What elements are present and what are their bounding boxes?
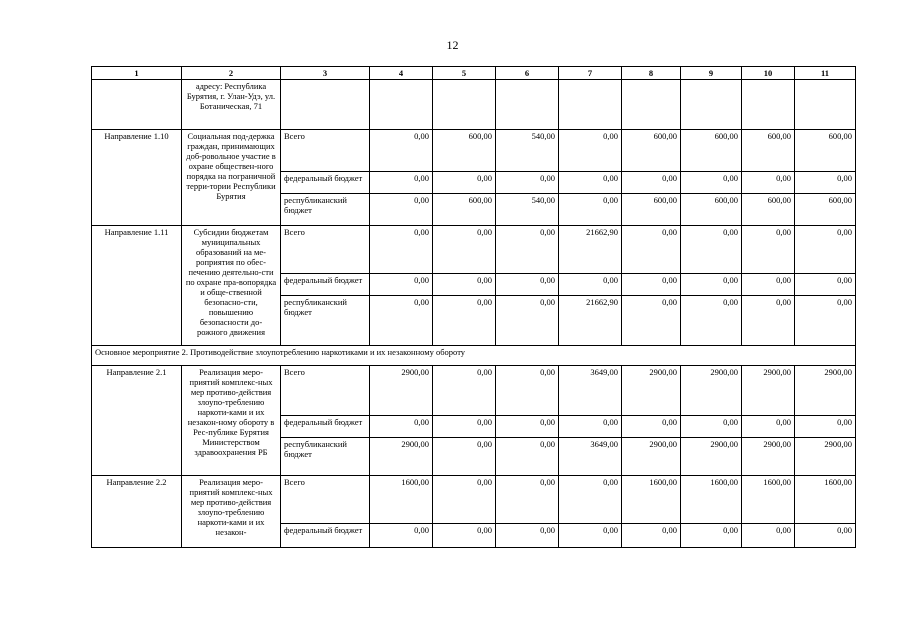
direction-cell: Направление 2.1 (92, 366, 182, 476)
table-row (92, 226, 856, 274)
value-cell: 0,00 (622, 524, 681, 548)
value-cell: 0,00 (742, 274, 795, 296)
value-cell: 0,00 (742, 226, 795, 274)
column-header: 10 (742, 67, 795, 80)
empty-cell (433, 80, 496, 130)
value-cell: 0,00 (496, 524, 559, 548)
value-cell: 0,00 (433, 226, 496, 274)
table-row (92, 476, 856, 524)
event-name-cell: Реализация меро-приятий комплекс-ных мер противо-действия злоупо-треблению наркоти-ками и их незакон-ному обороту в Рес-публике Бурятия Министерством здравоохранения РБ (182, 366, 281, 476)
empty-cell (742, 80, 795, 130)
value-cell: 0,00 (496, 274, 559, 296)
value-cell: 0,00 (370, 226, 433, 274)
value-cell: 0,00 (742, 172, 795, 194)
value-cell: 0,00 (370, 524, 433, 548)
value-cell: 1600,00 (681, 476, 742, 524)
value-cell: 0,00 (370, 172, 433, 194)
value-cell: 3649,00 (559, 366, 622, 416)
funding-source-cell: республиканский бюджет (281, 296, 370, 346)
column-header: 9 (681, 67, 742, 80)
value-cell: 0,00 (742, 524, 795, 548)
page-number: 12 (446, 38, 459, 52)
column-header: 11 (795, 67, 856, 80)
column-header: 7 (559, 67, 622, 80)
header-row (92, 67, 856, 80)
value-cell: 0,00 (370, 194, 433, 226)
value-cell: 0,00 (559, 524, 622, 548)
funding-source-cell: федеральный бюджет (281, 172, 370, 194)
table-row (92, 130, 856, 172)
section-title-cell: Основное мероприятие 2. Противодействие злоупотреблению наркотиками и их незаконному обороту (92, 346, 856, 366)
value-cell: 0,00 (559, 476, 622, 524)
value-cell: 0,00 (559, 172, 622, 194)
value-cell: 540,00 (496, 130, 559, 172)
value-cell: 0,00 (795, 296, 856, 346)
value-cell: 0,00 (433, 172, 496, 194)
value-cell: 0,00 (681, 416, 742, 438)
value-cell: 0,00 (433, 476, 496, 524)
value-cell: 21662,90 (559, 296, 622, 346)
value-cell: 0,00 (433, 296, 496, 346)
value-cell: 3649,00 (559, 438, 622, 476)
value-cell: 1600,00 (370, 476, 433, 524)
column-header: 3 (281, 67, 370, 80)
value-cell: 540,00 (496, 194, 559, 226)
value-cell: 0,00 (496, 172, 559, 194)
value-cell: 0,00 (795, 172, 856, 194)
value-cell: 0,00 (681, 172, 742, 194)
value-cell: 0,00 (370, 296, 433, 346)
value-cell: 0,00 (559, 130, 622, 172)
value-cell: 600,00 (742, 130, 795, 172)
empty-cell (281, 80, 370, 130)
value-cell: 0,00 (433, 416, 496, 438)
value-cell: 600,00 (795, 194, 856, 226)
section-row (92, 346, 856, 366)
value-cell: 2900,00 (681, 366, 742, 416)
value-cell: 0,00 (622, 172, 681, 194)
value-cell: 0,00 (622, 416, 681, 438)
value-cell: 0,00 (622, 226, 681, 274)
address-row (92, 80, 856, 130)
event-name-cell: Реализация меро-приятий комплекс-ных мер противо-действия злоупо-треблению наркоти-ками и их незакон- (182, 476, 281, 548)
value-cell: 600,00 (742, 194, 795, 226)
value-cell: 0,00 (559, 194, 622, 226)
value-cell: 600,00 (681, 130, 742, 172)
value-cell: 0,00 (370, 274, 433, 296)
value-cell: 0,00 (622, 296, 681, 346)
value-cell: 2900,00 (370, 366, 433, 416)
value-cell: 600,00 (681, 194, 742, 226)
value-cell: 600,00 (795, 130, 856, 172)
value-cell: 2900,00 (681, 438, 742, 476)
column-header: 6 (496, 67, 559, 80)
value-cell: 600,00 (433, 130, 496, 172)
address-cell: адресу: Республика Бурятия, г. Улан-Удэ, ул. Ботаническая, 71 (182, 80, 281, 130)
value-cell: 0,00 (681, 274, 742, 296)
direction-cell: Направление 1.11 (92, 226, 182, 346)
value-cell: 2900,00 (370, 438, 433, 476)
value-cell: 600,00 (622, 194, 681, 226)
funding-source-cell: федеральный бюджет (281, 416, 370, 438)
funding-source-cell: республиканский бюджет (281, 194, 370, 226)
column-header: 1 (92, 67, 182, 80)
value-cell: 0,00 (433, 524, 496, 548)
empty-cell (795, 80, 856, 130)
value-cell: 1600,00 (622, 476, 681, 524)
funding-source-cell: Всего (281, 130, 370, 172)
value-cell: 2900,00 (622, 438, 681, 476)
value-cell: 2900,00 (795, 366, 856, 416)
value-cell: 0,00 (795, 416, 856, 438)
funding-source-cell: Всего (281, 366, 370, 416)
value-cell: 0,00 (559, 274, 622, 296)
value-cell: 0,00 (559, 416, 622, 438)
direction-cell: Направление 2.2 (92, 476, 182, 548)
funding-source-cell: Всего (281, 226, 370, 274)
value-cell: 1600,00 (795, 476, 856, 524)
value-cell: 1600,00 (742, 476, 795, 524)
empty-cell (681, 80, 742, 130)
value-cell: 0,00 (681, 296, 742, 346)
column-header: 8 (622, 67, 681, 80)
value-cell: 0,00 (496, 476, 559, 524)
value-cell: 0,00 (496, 366, 559, 416)
value-cell: 0,00 (795, 274, 856, 296)
budget-table (91, 66, 856, 548)
value-cell: 0,00 (681, 524, 742, 548)
empty-cell (370, 80, 433, 130)
value-cell: 0,00 (681, 226, 742, 274)
funding-source-cell: Всего (281, 476, 370, 524)
direction-cell: Направление 1.10 (92, 130, 182, 226)
empty-cell (559, 80, 622, 130)
value-cell: 0,00 (622, 274, 681, 296)
value-cell: 0,00 (496, 296, 559, 346)
value-cell: 600,00 (433, 194, 496, 226)
value-cell: 2900,00 (742, 366, 795, 416)
column-header: 4 (370, 67, 433, 80)
value-cell: 0,00 (742, 296, 795, 346)
value-cell: 0,00 (433, 366, 496, 416)
value-cell: 0,00 (433, 274, 496, 296)
value-cell: 21662,90 (559, 226, 622, 274)
value-cell: 0,00 (370, 416, 433, 438)
empty-cell (622, 80, 681, 130)
table-row (92, 366, 856, 416)
value-cell: 600,00 (622, 130, 681, 172)
value-cell: 0,00 (795, 226, 856, 274)
value-cell: 0,00 (370, 130, 433, 172)
event-name-cell: Социальная под-держка граждан, принимающих доб-ровольное участие в охране обществен-ного порядка на пограничной терри-тории Республики Бурятия (182, 130, 281, 226)
column-header: 2 (182, 67, 281, 80)
value-cell: 0,00 (496, 226, 559, 274)
value-cell: 2900,00 (795, 438, 856, 476)
value-cell: 0,00 (433, 438, 496, 476)
empty-cell (496, 80, 559, 130)
value-cell: 0,00 (496, 438, 559, 476)
funding-source-cell: федеральный бюджет (281, 524, 370, 548)
column-header: 5 (433, 67, 496, 80)
funding-source-cell: федеральный бюджет (281, 274, 370, 296)
value-cell: 0,00 (496, 416, 559, 438)
event-name-cell: Субсидии бюджетам муниципальных образований на ме-роприятия по обес-печению деятельно-сти по охране пра-вопорядка и обще-ственной безопасно-сти, повышению безопасности до-рожного движения (182, 226, 281, 346)
value-cell: 0,00 (795, 524, 856, 548)
value-cell: 2900,00 (742, 438, 795, 476)
value-cell: 0,00 (742, 416, 795, 438)
funding-source-cell: республиканский бюджет (281, 438, 370, 476)
value-cell: 2900,00 (622, 366, 681, 416)
empty-cell (92, 80, 182, 130)
